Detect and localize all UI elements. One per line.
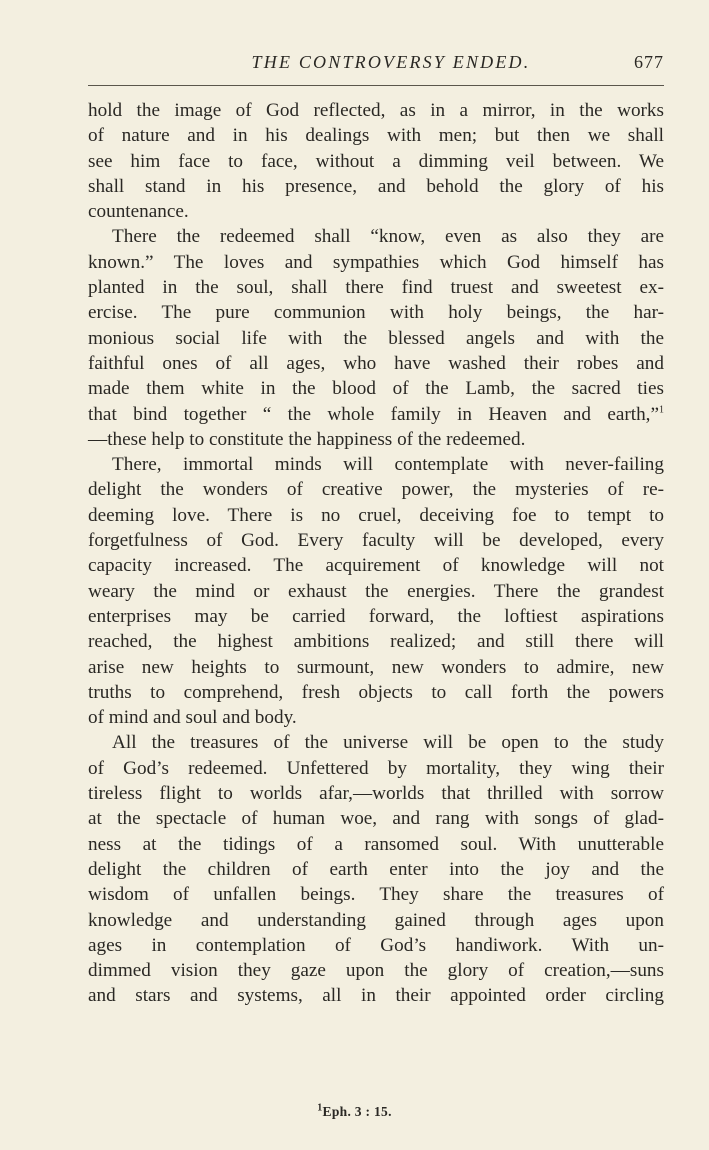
text-line xyxy=(88,806,664,831)
text-line xyxy=(88,604,664,629)
text-line-content: made them white in the blood of the Lamb, the sacred ties xyxy=(88,378,664,400)
text-line xyxy=(88,300,664,325)
text-line xyxy=(88,123,664,148)
text-line xyxy=(88,98,664,123)
text-line xyxy=(88,629,664,654)
text-line-content: faithful ones of all ages, who have washed their robes and xyxy=(88,352,664,374)
header-rule xyxy=(88,85,664,86)
text-line xyxy=(88,224,664,249)
text-line-content: known.” The loves and sympathies which God himself has xyxy=(88,251,664,273)
text-line xyxy=(88,503,664,528)
text-line-content: shall stand in his presence, and behold the glory of his xyxy=(88,175,664,197)
text-line xyxy=(88,351,664,376)
text-line-content: ness at the tidings of a ransomed soul. With unutterable xyxy=(88,833,664,855)
text-line-content: weary the mind or exhaust the energies. There the grandest xyxy=(88,580,664,602)
text-line xyxy=(88,882,664,907)
text-line-content: at the spectacle of human woe, and rang with songs of glad- xyxy=(88,808,664,830)
page-number: 677 xyxy=(634,52,664,72)
text-line-content: see him face to face, without a dimming veil between. We xyxy=(88,150,664,172)
text-line-content: delight the wonders of creative power, the mysteries of re- xyxy=(88,479,664,501)
text-line xyxy=(88,275,664,300)
text-line xyxy=(88,528,664,553)
text-line xyxy=(88,705,664,730)
text-line-content: delight the children of earth enter into the joy and the xyxy=(88,858,664,880)
text-line-content: of God’s redeemed. Unfettered by mortality, they wing their xyxy=(88,757,664,779)
text-line xyxy=(88,326,664,351)
text-line xyxy=(88,477,664,502)
text-line-content: All the treasures of the universe will be open to the study xyxy=(112,732,664,754)
text-line-content: truths to comprehend, fresh objects to call forth the powers xyxy=(88,681,664,703)
text-line-content: deeming love. There is no cruel, deceiving foe to tempt to xyxy=(88,504,664,526)
text-line xyxy=(88,756,664,781)
text-line xyxy=(88,199,664,224)
text-line-content: of mind and soul and body. xyxy=(88,707,297,729)
text-line xyxy=(88,579,664,604)
text-line-content: reached, the highest ambitions realized; and still there will xyxy=(88,631,664,653)
text-line xyxy=(88,376,664,401)
text-line-content: monious social life with the blessed angels and with the xyxy=(88,327,664,349)
text-line-content: planted in the soul, shall there find truest and sweetest ex- xyxy=(88,277,664,299)
text-line xyxy=(88,933,664,958)
text-line-content: ages in contemplation of God’s handiwork. With un- xyxy=(88,934,664,956)
text-line xyxy=(88,655,664,680)
text-line xyxy=(88,149,664,174)
text-line-content: dimmed vision they gaze upon the glory of creation,—suns xyxy=(88,960,664,982)
footnote-text: Eph. 3 : 15. xyxy=(322,1104,392,1119)
footnote xyxy=(0,1104,709,1120)
running-head xyxy=(88,52,664,82)
footnote-marker: 1 xyxy=(317,1102,323,1114)
text-line xyxy=(88,452,664,477)
text-line-content: —these help to constitute the happiness of the redeemed. xyxy=(88,428,526,450)
footnote-reference: 1 xyxy=(659,404,664,416)
text-line-content: of nature and in his dealings with men; but then we shall xyxy=(88,125,664,147)
text-line-content: ercise. The pure communion with holy beings, the har- xyxy=(88,302,664,324)
text-line xyxy=(88,427,664,452)
text-line-content: capacity increased. The acquirement of knowledge will not xyxy=(88,555,664,577)
text-line xyxy=(88,730,664,755)
text-line-content: There, immortal minds will contemplate with never-failing xyxy=(112,454,664,476)
text-line-content: wisdom of unfallen beings. They share the treasures of xyxy=(88,884,664,906)
text-line xyxy=(88,857,664,882)
text-line-content: and stars and systems, all in their appointed order circling xyxy=(88,985,664,1007)
text-line-content: that bind together “ the whole family in Heaven and earth,” xyxy=(88,403,659,425)
text-line-content: hold the image of God reflected, as in a mirror, in the works xyxy=(88,100,664,121)
running-title: THE CONTROVERSY ENDED. xyxy=(251,52,531,72)
text-line-content: countenance. xyxy=(88,201,189,223)
body-text xyxy=(88,98,664,1009)
text-line xyxy=(88,983,664,1008)
text-line xyxy=(88,781,664,806)
text-line-content: knowledge and understanding gained through ages upon xyxy=(88,909,664,931)
text-line xyxy=(88,250,664,275)
text-line-content: enterprises may be carried forward, the loftiest aspirations xyxy=(88,605,664,627)
text-line xyxy=(88,908,664,933)
text-line-content: arise new heights to surmount, new wonders to admire, new xyxy=(88,656,664,678)
text-line xyxy=(88,958,664,983)
text-line xyxy=(88,553,664,578)
text-line xyxy=(88,680,664,705)
text-line-content: There the redeemed shall “know, even as also they are xyxy=(112,226,664,248)
text-line-content: tireless flight to worlds afar,—worlds that thrilled with sorrow xyxy=(88,783,664,805)
text-line xyxy=(88,174,664,199)
text-line xyxy=(88,402,664,427)
text-line-content: forgetfulness of God. Every faculty will be developed, every xyxy=(88,530,664,552)
text-line xyxy=(88,832,664,857)
